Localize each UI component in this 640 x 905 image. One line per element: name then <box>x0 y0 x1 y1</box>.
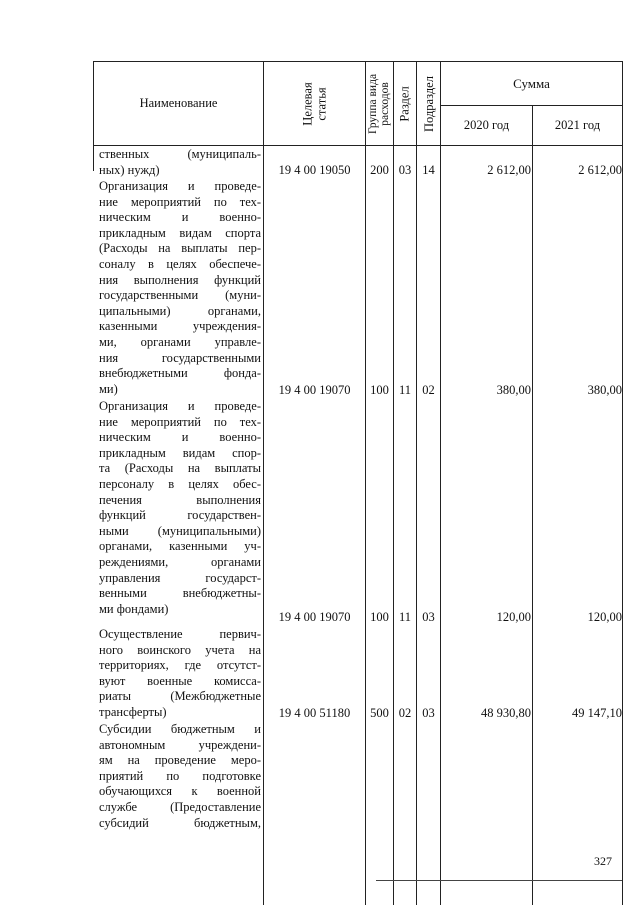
row-4-name-line-5: службе (Предоставление <box>99 799 261 814</box>
header-expense-group <box>366 62 393 145</box>
row-2-name-line-4: та (Расходы на выплаты <box>99 461 261 476</box>
row-3-name <box>99 627 261 721</box>
col-divider-name <box>263 61 264 905</box>
row-1-section: 11 <box>398 383 412 397</box>
row-2-name-line-6: печения выполнения <box>99 492 261 507</box>
col-divider-subsection <box>440 61 441 905</box>
row-3-amount-2020: 48 930,80 <box>481 706 531 720</box>
row-1-name-line-12: внебюджетными фонда- <box>99 366 261 381</box>
row-2-name-line-0: Организация и проведе- <box>99 399 261 413</box>
header-subsection <box>417 62 440 145</box>
row-2-name-line-7: функций государствен- <box>99 508 261 523</box>
row-2-name <box>99 399 261 617</box>
row-3-name-line-5: трансферты) <box>99 704 167 719</box>
header-bottom-border <box>93 145 623 146</box>
row-1-name-line-11: ния государственными <box>99 350 261 365</box>
row-1-name-line-7: государственными (муни- <box>99 288 261 303</box>
col-divider-group <box>393 61 394 905</box>
row-1-name-line-5: соналу в целях обеспече- <box>99 256 261 271</box>
header-name: Наименование <box>139 96 218 110</box>
row-4-name-line-4: обучающихся к военной <box>99 784 261 799</box>
row-1-name-line-13: ми) <box>99 381 118 396</box>
row-2-amount-2020: 120,00 <box>496 610 531 624</box>
row-2-name-line-11: управления государст- <box>99 570 261 585</box>
row-1-name-line-10: ми, органами управле- <box>99 334 261 349</box>
row-2-article: 19 4 00 19070 <box>278 610 351 624</box>
row-2-name-line-5: персоналу в целях обес- <box>99 476 261 491</box>
col-divider-section <box>416 61 417 905</box>
footer-rule <box>376 880 622 881</box>
header-target-article-line2: статья <box>314 86 329 121</box>
row-1-name-line-4: (Расходы на выплаты пер- <box>99 241 261 256</box>
row-2-name-line-10: реждениями, органами <box>99 554 261 569</box>
row-3-name-line-0: Осуществление первич- <box>99 627 261 641</box>
col-divider-2020 <box>532 105 533 905</box>
row-1-article: 19 4 00 19070 <box>278 383 351 397</box>
row-4-name-line-6: субсидий бюджетным, <box>99 815 261 830</box>
row-3-amount-2021: 49 147,10 <box>572 706 622 720</box>
row-4-name-line-0: Субсидии бюджетным и <box>99 722 261 736</box>
row-1-name-line-0: Организация и проведе- <box>99 179 261 193</box>
header-year-2020: 2020 год <box>463 118 510 132</box>
row-2-name-line-12: венными внебюджетны- <box>99 586 261 601</box>
row-0-section: 03 <box>398 163 412 177</box>
table-right-border <box>622 61 623 905</box>
row-2-name-line-1: ние мероприятий по тех- <box>99 414 261 429</box>
header-subsection-text: Подраздел <box>421 75 436 132</box>
row-1-name-line-8: ципальными) органами, <box>99 303 261 318</box>
row-2-group: 100 <box>370 610 389 624</box>
row-2-name-line-13: ми фондами) <box>99 601 169 616</box>
page-number: 327 <box>594 854 612 868</box>
row-0-name <box>99 147 261 178</box>
header-sum: Сумма <box>513 76 550 91</box>
col-divider-article <box>365 61 366 905</box>
row-1-name-line-9: казенными учреждения- <box>99 319 261 334</box>
row-0-group: 200 <box>370 163 389 177</box>
row-3-name-line-3: вуют военные комисса- <box>99 673 261 688</box>
row-3-subsection: 03 <box>422 706 435 720</box>
row-3-name-line-2: территориях, где отсутст- <box>99 658 261 673</box>
header-expense-group-line1: Группа вида <box>367 73 380 134</box>
row-0-amount-2021: 2 612,00 <box>578 163 622 177</box>
row-1-group: 100 <box>370 383 389 397</box>
row-0-name-line-0: ственных (муниципаль- <box>99 147 261 161</box>
row-1-name <box>99 179 261 397</box>
row-3-group: 500 <box>370 706 389 720</box>
row-1-amount-2020: 380,00 <box>496 383 531 397</box>
row-1-subsection: 02 <box>422 383 435 397</box>
header-target-article <box>264 62 365 145</box>
row-2-name-line-3: прикладным видам спор- <box>99 445 261 460</box>
row-2-name-line-8: ными (муниципальными) <box>99 523 261 538</box>
row-4-name-line-3: приятий по подготовке <box>99 768 261 783</box>
row-1-name-line-3: прикладным видам спорта <box>99 225 261 240</box>
row-4-name-line-2: ям на проведение меро- <box>99 753 261 768</box>
header-year-2021: 2021 год <box>554 118 601 132</box>
row-1-name-line-1: ние мероприятий по тех- <box>99 194 261 209</box>
header-target-article-line1: Целевая <box>300 81 315 126</box>
row-3-name-line-1: ного воинского учета на <box>99 642 261 657</box>
row-4-name-line-1: автономным учреждени- <box>99 737 261 752</box>
row-0-subsection: 14 <box>422 163 435 177</box>
header-section-text: Раздел <box>398 85 413 122</box>
row-2-name-line-2: ническим и военно- <box>99 430 261 445</box>
row-1-amount-2021: 380,00 <box>587 383 622 397</box>
row-1-name-line-2: ническим и военно- <box>99 210 261 225</box>
row-2-name-line-9: органами, казенными уч- <box>99 539 261 554</box>
row-0-amount-2020: 2 612,00 <box>487 163 531 177</box>
header-section <box>394 62 416 145</box>
row-2-amount-2021: 120,00 <box>587 610 622 624</box>
row-4-name <box>99 722 261 831</box>
row-3-name-line-4: риаты (Межбюджетные <box>99 689 261 704</box>
row-3-section: 02 <box>398 706 412 720</box>
row-1-name-line-6: ния выполнения функций <box>99 272 261 287</box>
row-0-article: 19 4 00 19050 <box>278 163 351 177</box>
header-expense-group-line2: расходов <box>379 81 392 126</box>
row-3-article: 19 4 00 51180 <box>278 706 351 720</box>
row-2-section: 11 <box>398 610 412 624</box>
row-2-subsection: 03 <box>422 610 435 624</box>
row-0-name-line-1: ных) нужд) <box>99 162 160 177</box>
